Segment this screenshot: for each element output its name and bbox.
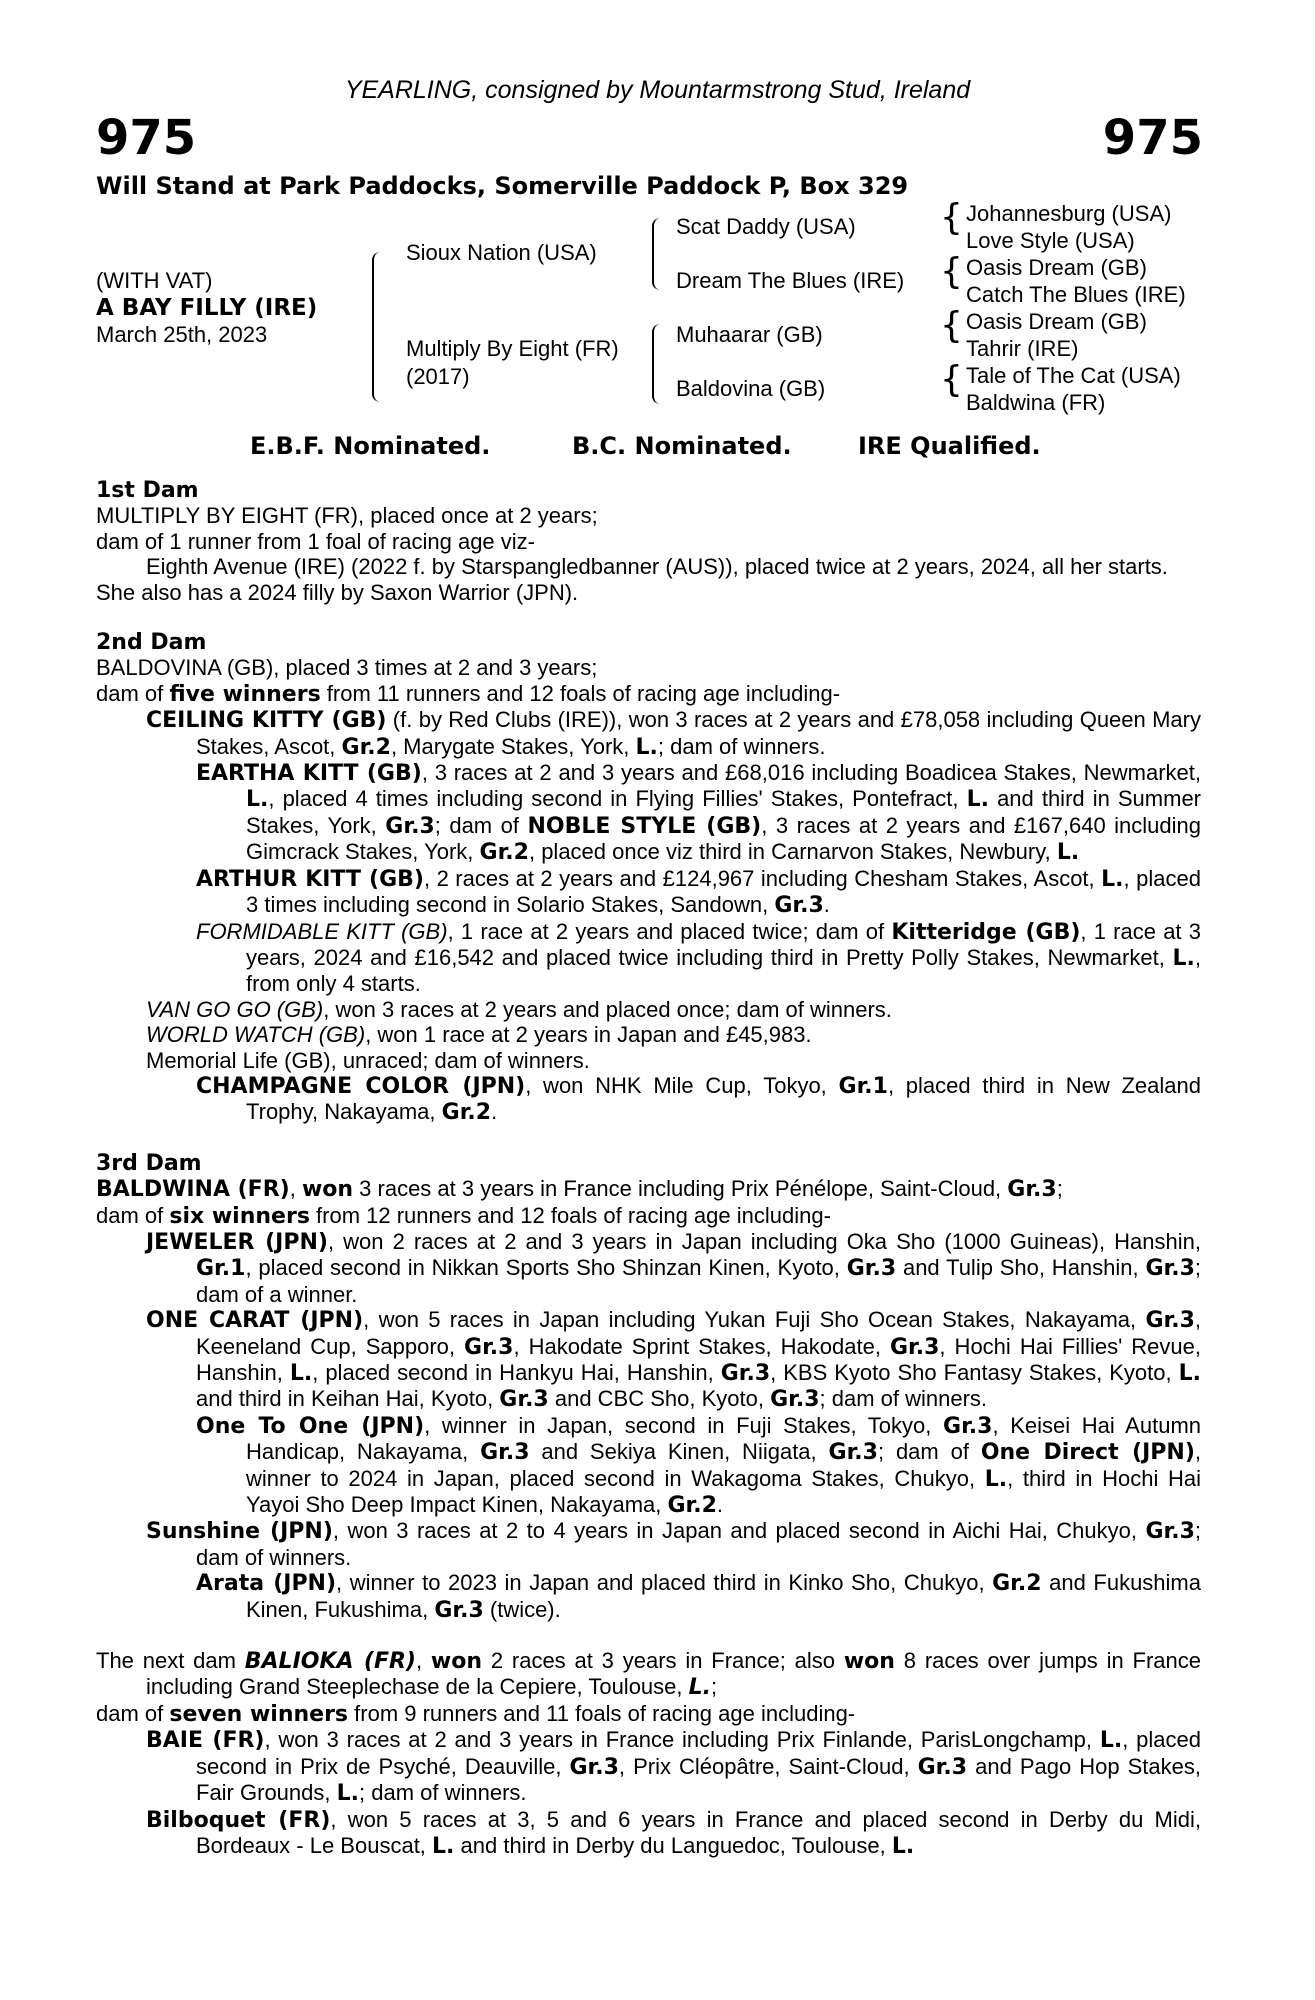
ped-sdd: Catch The Blues (IRE) [966, 282, 1186, 307]
lot-number-left: 975 [96, 110, 197, 166]
progeny-entry: ARTHUR KITT (GB), 2 races at 2 years and £124,967 including Chesham Stakes, Ascot, L., placed 3 times including second in Solario Stakes, Sandown, Gr.3. [196, 865, 1201, 919]
dam-sire: Muhaarar (GB) [676, 322, 823, 347]
sire: Sioux Nation (USA) [406, 240, 597, 265]
next-dam-line: dam of seven winners from 9 runners and 11 foals of racing age including- [96, 1700, 856, 1727]
sire-dam: Dream The Blues (IRE) [676, 268, 905, 293]
progeny-entry: EARTHA KITT (GB), 3 races at 2 and 3 years and £68,016 including Boadicea Stakes, Newmarket, L., placed 4 times including second in Flying Fillies' Stakes, Pontefract, L. and third in Summer Stakes, York, Gr.3; dam of NOBLE STYLE (GB), 3 races at 2 years and £167,640 including Gimcrack Stakes, York, Gr.2, placed once viz third in Carnarvon Stakes, Newbury, L. [196, 760, 1202, 866]
section-heading-3rd-dam: 3rd Dam [96, 1150, 202, 1176]
brace-glyph: { [940, 197, 963, 238]
next-dam-line: The next dam BALIOKA (FR), won 2 races at 3 years in France; also won 8 races over jumps in France including Grand Steeplechase de la Cepiere, Toulouse, L.; [96, 1648, 1201, 1701]
catalogue-body [96, 478, 1201, 1859]
ped-dss: Oasis Dream (GB) [966, 309, 1147, 334]
brace-glyph: { [940, 305, 963, 346]
progeny-entry: Bilboquet (FR), won 5 races at 3, 5 and 6 years in France and placed second in Derby du Midi, Bordeaux - Le Bouscat, L. and third in Derby du Languedoc, Toulouse, L. [146, 1806, 1201, 1859]
dam1-line: She also has a 2024 filly by Saxon Warrior (JPN). [96, 579, 579, 605]
progeny-entry: Arata (JPN), winner to 2023 in Japan and placed third in Kinko Sho, Chukyo, Gr.2 and Fukushima Kinen, Fukushima, Gr.3 (twice). [196, 1570, 1201, 1623]
foaling-date: March 25th, 2023 [96, 322, 268, 347]
dam-dam: Baldovina (GB) [676, 376, 826, 401]
ped-ssd: Love Style (USA) [966, 228, 1135, 253]
section-heading-2nd-dam: 2nd Dam [96, 630, 207, 656]
consignment-line: YEARLING, consigned by Mountarmstrong Stud, Ireland [344, 76, 971, 104]
dam1-line: MULTIPLY BY EIGHT (FR), placed once at 2 years; [96, 503, 598, 529]
dam3-line: dam of six winners from 12 runners and 12 foals of racing age including- [96, 1202, 831, 1229]
ped-dsd: Tahrir (IRE) [966, 336, 1079, 361]
progeny-entry: Eighth Avenue (IRE) (2022 f. by Starspangledbanner (AUS)), placed twice at 2 years, 2024, all her starts. [146, 554, 1168, 580]
stand-location: Will Stand at Park Paddocks, Somerville Paddock P, Box 329 [96, 172, 909, 200]
brace-glyph: { [940, 359, 963, 400]
horse-name: A BAY FILLY (IRE) [96, 295, 318, 321]
progeny-entry: FORMIDABLE KITT (GB), 1 race at 2 years and placed twice; dam of Kitteridge (GB), 1 race at 3 years, 2024 and £16,542 and placed twice including third in Pretty Polly Stakes, Newmarket, L., from only 4 starts. [196, 918, 1201, 997]
lot-number-right: 975 [1102, 110, 1203, 166]
sire-sire: Scat Daddy (USA) [676, 214, 856, 239]
progeny-entry: Memorial Life (GB), unraced; dam of winners. [146, 1047, 590, 1073]
dam2-line: BALDOVINA (GB), placed 3 times at 2 and 3 years; [96, 655, 598, 681]
progeny-entry: WORLD WATCH (GB), won 1 race at 2 years in Japan and £45,983. [146, 1022, 812, 1048]
dam-year: (2017) [406, 364, 470, 389]
progeny-entry: One To One (JPN), winner in Japan, second in Fuji Stakes, Tokyo, Gr.3, Keisei Hai Autumn Handicap, Nakayama, Gr.3 and Sekiya Kinen, Niigata, Gr.3; dam of One Direct (JPN), winner to 2024 in Japan, placed second in Wakagoma Stakes, Chukyo, L., third in Hochi Hai Yayoi Sho Deep Impact Kinen, Nakayama, Gr.2. [196, 1412, 1202, 1519]
progeny-entry: JEWELER (JPN), won 2 races at 2 and 3 years in Japan including Oka Sho (1000 Guineas), Hanshin, Gr.1, placed second in Nikkan Sports Sho Shinzan Kinen, Kyoto, Gr.3 and Tulip Sho, Hanshin, Gr.3; dam of a winner. [146, 1228, 1202, 1307]
dam2-line: dam of five winners from 11 runners and 12 foals of racing age including- [96, 680, 841, 707]
pedigree-brace-main [372, 252, 386, 402]
ped-dds: Tale of The Cat (USA) [966, 363, 1181, 388]
dam1-line: dam of 1 runner from 1 foal of racing age viz- [96, 528, 535, 554]
ire-qualified: IRE Qualified. [858, 432, 1041, 460]
progeny-entry: CHAMPAGNE COLOR (JPN), won NHK Mile Cup, Tokyo, Gr.1, placed third in New Zealand Trophy, Nakayama, Gr.2. [196, 1072, 1202, 1126]
ped-sds: Oasis Dream (GB) [966, 255, 1147, 280]
progeny-entry: ONE CARAT (JPN), won 5 races in Japan including Yukan Fuji Sho Ocean Stakes, Nakayama, Gr.3, Keeneland Cup, Sapporo, Gr.3, Hakodate Sprint Stakes, Hakodate, Gr.3, Hochi Hai Fillies' Revue, Hanshin, L., placed second in Hankyu Hai, Hanshin, Gr.3, KBS Kyoto Sho Fantasy Stakes, Kyoto, L. and third in Keihan Hai, Kyoto, Gr.3 and CBC Sho, Kyoto, Gr.3; dam of winners. [146, 1307, 1202, 1413]
ped-sss: Johannesburg (USA) [966, 201, 1172, 226]
progeny-entry: VAN GO GO (GB), won 3 races at 2 years and placed once; dam of winners. [146, 996, 892, 1022]
dam3-line: BALDWINA (FR), won 3 races at 3 years in France including Prix Pénélope, Saint-Cloud, Gr.3; [96, 1176, 1063, 1203]
progeny-entry: BAIE (FR), won 3 races at 2 and 3 years in France including Prix Finlande, ParisLongchamp, L., placed second in Prix de Psyché, Deauville, Gr.3, Prix Cléopâtre, Saint-Cloud, Gr.3 and Pago Hop Stakes, Fair Grounds, L.; dam of winners. [146, 1727, 1201, 1807]
pedigree-brace-sire [652, 218, 664, 290]
ped-ddd: Baldwina (FR) [966, 390, 1106, 415]
bc-nomination: B.C. Nominated. [572, 432, 792, 460]
progeny-entry: Sunshine (JPN), won 3 races at 2 to 4 years in Japan and placed second in Aichi Hai, Chukyo, Gr.3; dam of winners. [146, 1518, 1202, 1570]
progeny-entry: CEILING KITTY (GB) (f. by Red Clubs (IRE)), won 3 races at 2 years and £78,058 including Queen Mary Stakes, Ascot, Gr.2, Marygate Stakes, York, L.; dam of winners. [146, 707, 1201, 760]
dam-name: Multiply By Eight (FR) [406, 336, 619, 361]
ebf-nomination: E.B.F. Nominated. [250, 432, 491, 460]
brace-glyph: { [940, 251, 963, 292]
vat-note: (WITH VAT) [96, 268, 213, 293]
section-heading-1st-dam: 1st Dam [96, 478, 199, 503]
pedigree-brace-dam [652, 324, 664, 404]
